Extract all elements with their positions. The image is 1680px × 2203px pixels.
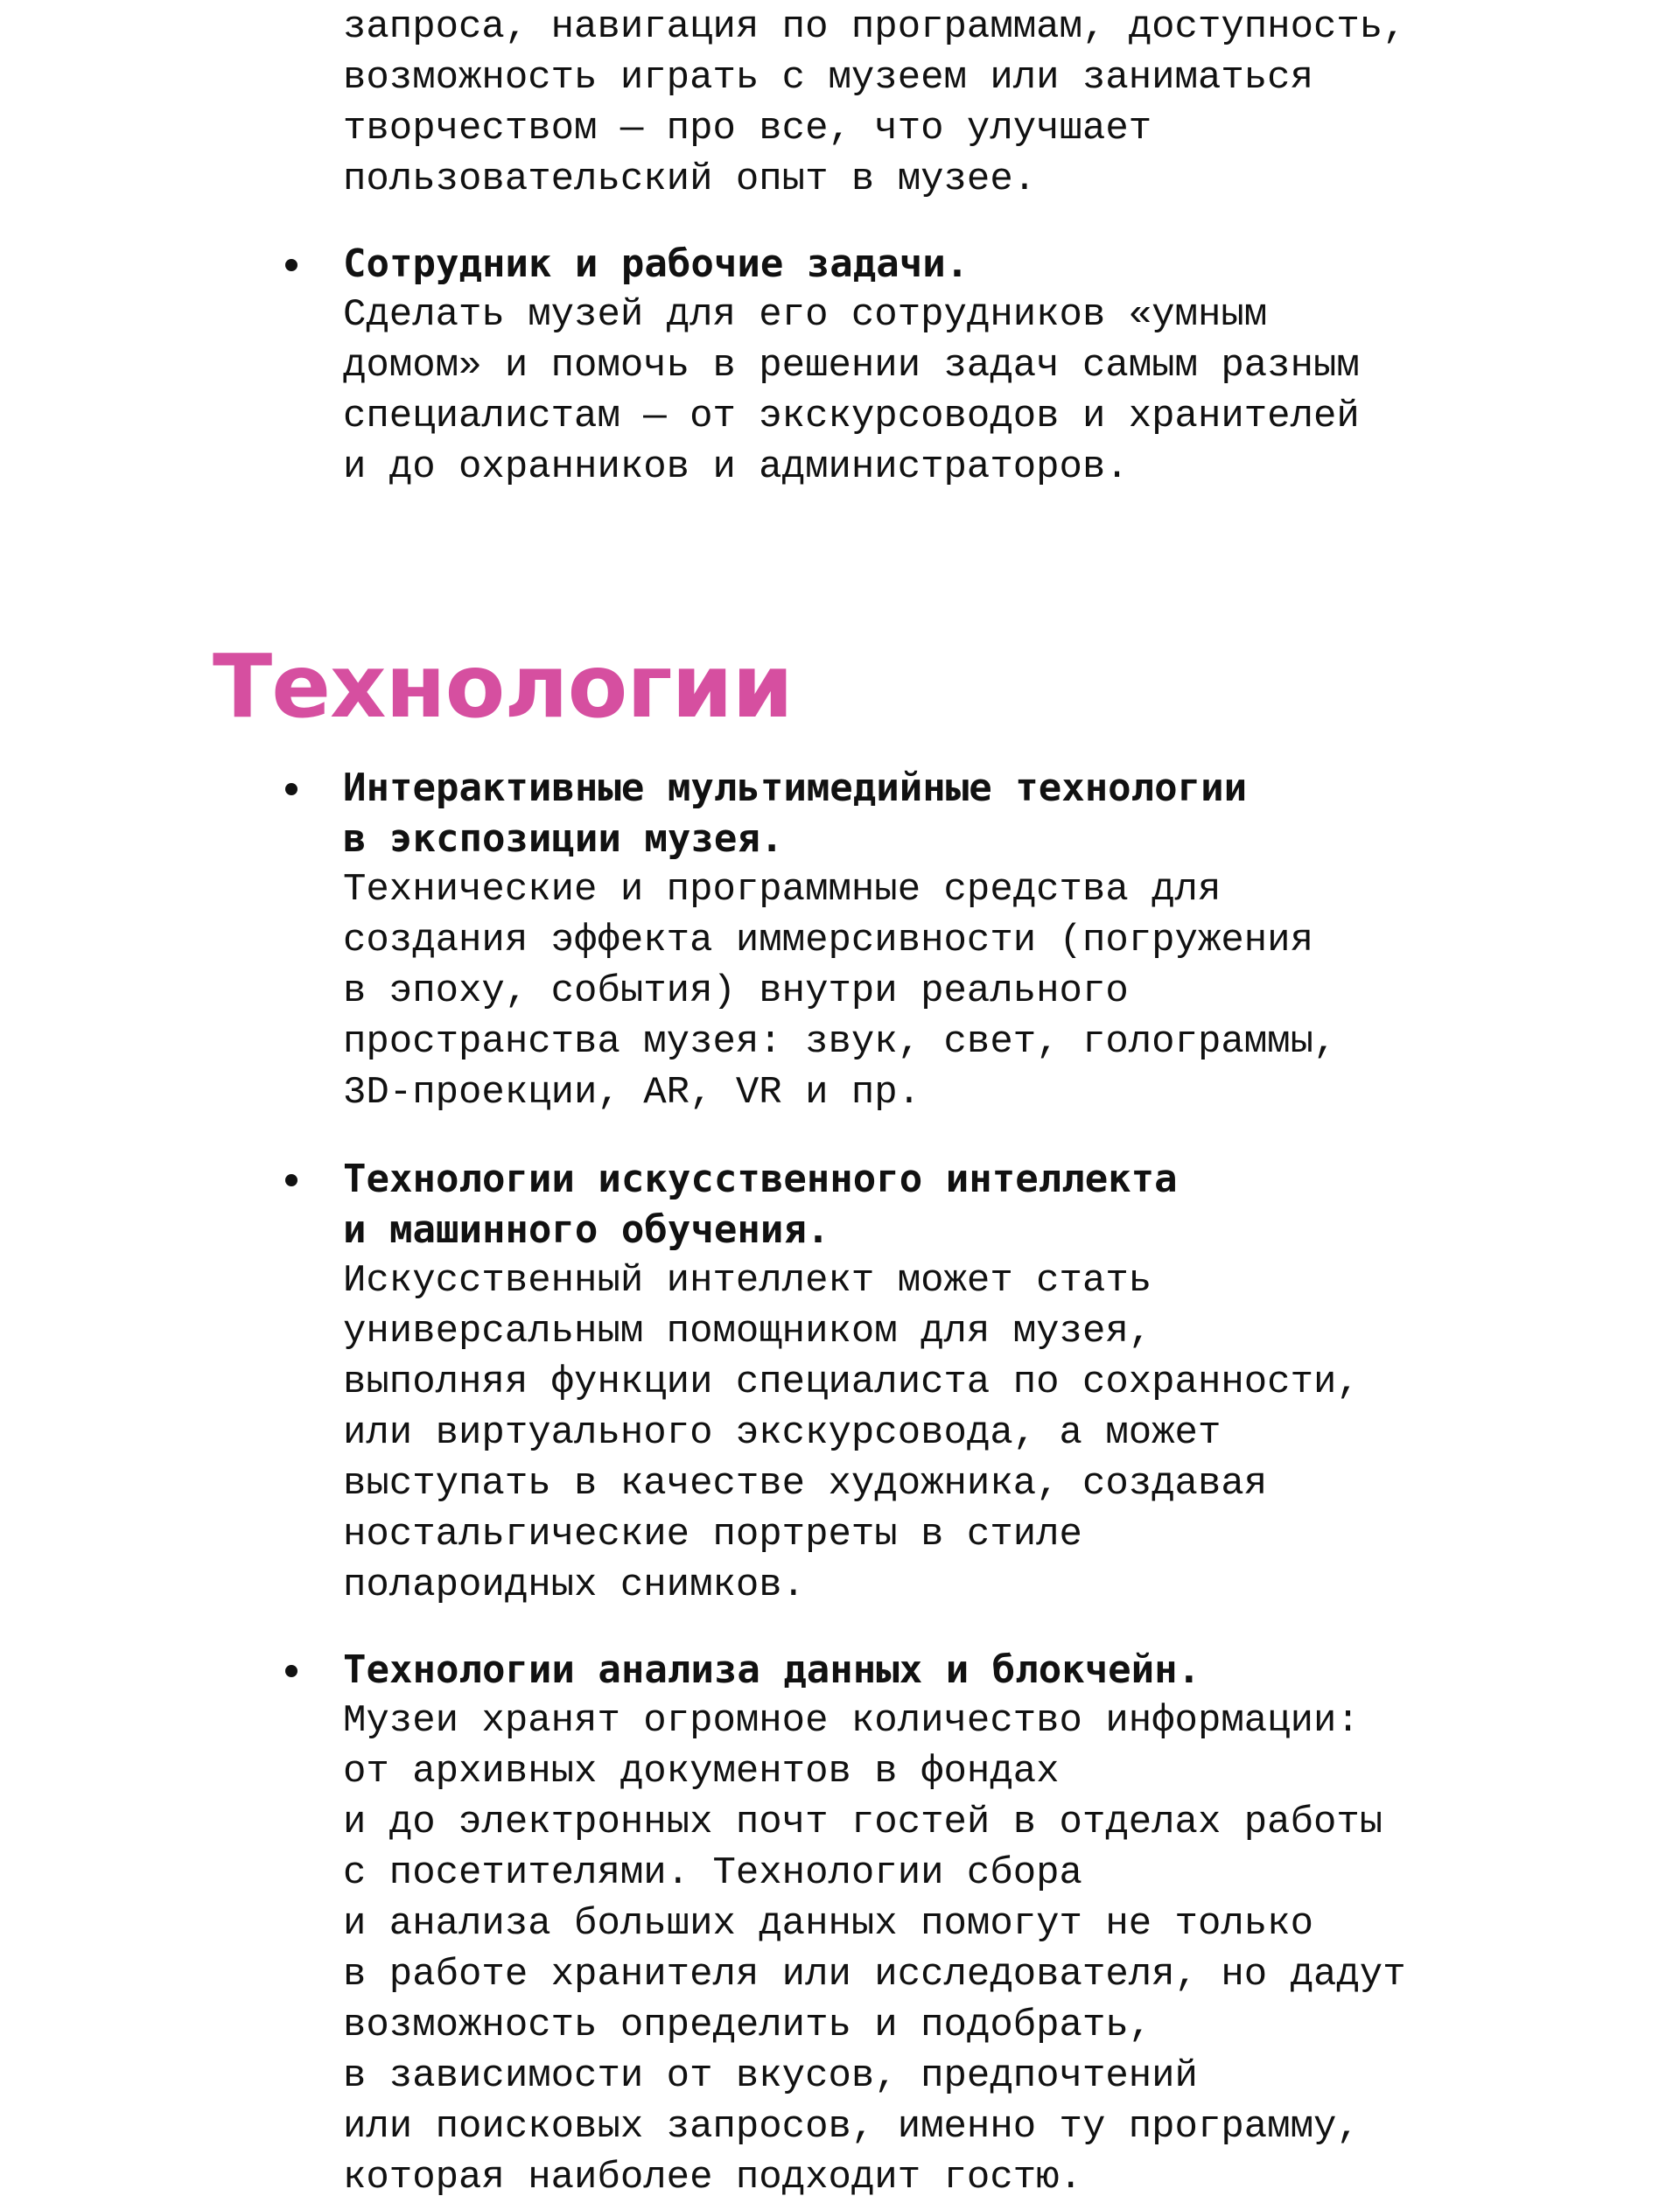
body-line: ностальгические портреты в стиле <box>343 1513 1082 1556</box>
item-title: в экспозиции музея. <box>343 816 784 861</box>
bullet-icon <box>276 763 312 814</box>
list-item-employee <box>343 239 1507 493</box>
item-title: Технологии искусственного интеллекта <box>343 1157 1178 1201</box>
body-line: и до электронных почт гостей в отделах работы <box>343 1801 1383 1844</box>
body-line: Искусственный интеллект может стать <box>343 1259 1152 1303</box>
body-line: и до охранников и администраторов. <box>343 445 1129 489</box>
body-line: или виртуального экскурсовода, а может <box>343 1411 1222 1455</box>
body-line: с посетителями. Технологии сбора <box>343 1851 1082 1895</box>
body-line: в работе хранителя или исследователя, но дадут <box>343 1953 1406 1997</box>
list-item-data-analysis <box>343 1645 1507 2203</box>
list-item-multimedia <box>343 763 1507 1118</box>
item-title: Интерактивные мультимедийные технологии <box>343 766 1248 810</box>
body-line: выступать в качестве художника, создавая <box>343 1462 1268 1506</box>
body-line: возможность играть с музеем или заниматься <box>343 56 1313 100</box>
body-line: 3D-проекции, AR, VR и пр. <box>343 1071 921 1115</box>
body-line: от архивных документов в фондах <box>343 1750 1060 1794</box>
bullet-icon <box>276 1154 312 1205</box>
body-line: возможность определить и подобрать, <box>343 2004 1152 2047</box>
body-line: которая наиболее подходит гостю. <box>343 2156 1082 2200</box>
body-line: творчеством — про все, что улучшает <box>343 107 1152 150</box>
item-title: Технологии анализа данных и блокчейн. <box>343 1647 1201 1692</box>
body-line: поларoидных снимков. <box>343 1563 806 1607</box>
item-title: Сотрудник и рабочие задачи. <box>343 241 970 286</box>
body-line: универсальным помощником для музея, <box>343 1310 1152 1353</box>
body-line: создания эффекта иммерсивности (погружения <box>343 919 1313 962</box>
body-line: или поисковых запросов, именно ту программу, <box>343 2105 1360 2149</box>
body-line: в эпоху, события) внутри реального <box>343 969 1129 1013</box>
body-line: Технические и программные средства для <box>343 868 1222 912</box>
body-line: и анализа больших данных помогут не только <box>343 1902 1313 1946</box>
item-title: и машинного обучения. <box>343 1207 830 1252</box>
body-line: в зависимости от вкусов, предпочтений <box>343 2054 1198 2098</box>
body-line: домом» и помочь в решении задач самым разным <box>343 344 1360 388</box>
body-line: выполняя функции специалиста по сохранности, <box>343 1360 1360 1404</box>
body-line: специалистам — от экскурсоводов и хранителей <box>343 395 1360 438</box>
body-line: пользовательский опыт в музее. <box>343 157 1037 201</box>
body-line: пространства музея: звук, свет, голограммы, <box>343 1020 1337 1064</box>
body-line: запроса, навигация по программам, доступность, <box>343 5 1406 49</box>
section-title-technologies: Технологии <box>213 635 793 738</box>
list-item-ai <box>343 1154 1507 1611</box>
body-line: Музеи хранят огромное количество информации: <box>343 1699 1360 1743</box>
bullet-icon <box>276 239 312 290</box>
body-line: Сделать музей для его сотрудников «умным <box>343 293 1268 337</box>
previous-item-continuation <box>343 2 1498 205</box>
bullet-icon <box>276 1645 312 1696</box>
